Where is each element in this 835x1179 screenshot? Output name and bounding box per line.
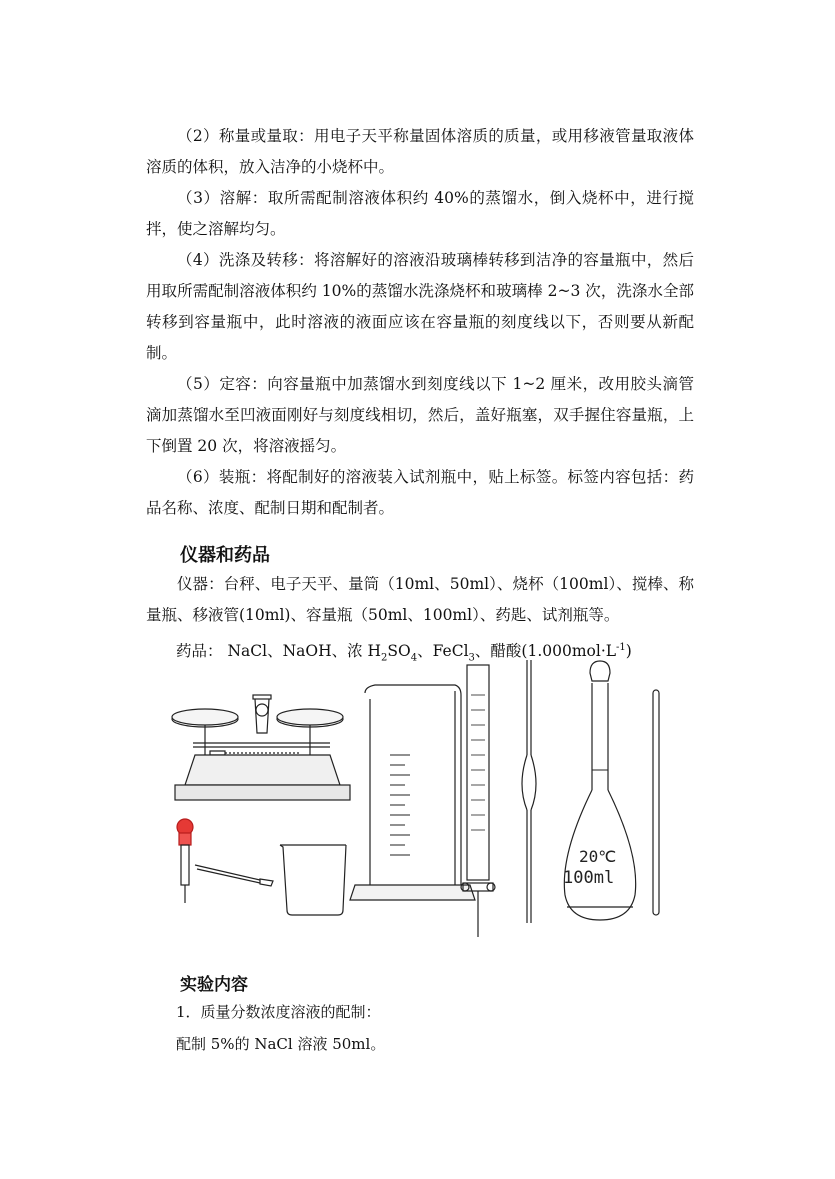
subscript-4: 4 <box>410 652 418 664</box>
reagents-text-5: ) <box>625 642 632 661</box>
spatula-icon <box>195 865 273 886</box>
paragraph-step-6: （6）装瓶：将配制好的溶液装入试剂瓶中，贴上标签。标签内容包括：药品名称、浓度、配制日期和配制者。 <box>146 468 694 517</box>
beaker-icon <box>280 845 346 915</box>
reagents-text-1: NaCl、NaOH、浓 H <box>222 642 382 661</box>
graduated-cylinder-icon <box>350 685 475 900</box>
reagents-text-2: SO <box>387 642 411 661</box>
superscript-neg1: -1 <box>616 642 626 653</box>
paragraph-step-5: （5）定容：向容量瓶中加蒸馏水到刻度线以下 1~2 厘米，改用胶头滴管滴加蒸馏水至凹液面刚好与刻度线相切，然后，盖好瓶塞，双手握住容量瓶，上下倒置 20 次，将溶液摇匀。 <box>146 375 694 455</box>
flask-volume-label: 100ml <box>563 868 615 888</box>
glass-rod-icon <box>653 690 659 915</box>
dropper-icon <box>177 819 193 903</box>
paragraph-step-3: （3）溶解：取所需配制溶液体积约 40%的蒸馏水，倒入烧杯中，进行搅拌，使之溶解均匀。 <box>146 189 694 238</box>
pipette-icon <box>522 660 536 923</box>
experiment-item-1: 1．质量分数浓度溶液的配制： <box>176 1003 381 1021</box>
reagents-text-3: 、FeCl <box>417 642 469 661</box>
experiment-item-1-task: 配制 5%的 NaCl 溶液 50ml。 <box>176 1035 386 1053</box>
reagents-label: 药品： <box>176 642 223 661</box>
balance-scale-icon <box>172 695 350 800</box>
reagents-text-4: 、醋酸(1.000mol·L <box>474 642 617 661</box>
subscript-3: 3 <box>468 652 475 664</box>
paragraph-step-4: （4）洗涤及转移：将溶解好的溶液沿玻璃棒转移到洁净的容量瓶中，然后用取所需配制溶液体积约 10%的蒸馏水洗涤烧杯和玻璃棒 2~3 次，洗涤水全部转移到容量瓶中，此时溶液的液面应该在容量瓶的刻度线以下，否则要从新配制。 <box>146 251 694 362</box>
paragraph-instruments: 仪器：台秤、电子天平、量筒（10ml、50ml）、烧杯（100ml）、搅棒、称量瓶、移液管(10ml)、容量瓶（50ml、100ml）、药匙、试剂瓶等。 <box>146 575 694 624</box>
flask-temperature-label: 20℃ <box>579 847 617 866</box>
lab-equipment-figure <box>165 655 675 945</box>
subscript-2: 2 <box>381 652 388 664</box>
heading-experiment: 实验内容 <box>180 975 248 995</box>
paragraph-step-2: （2）称量或量取：用电子天平称量固体溶质的质量，或用移液管量取液体溶质的体积，放入洁净的小烧杯中。 <box>146 127 694 176</box>
heading-instruments: 仪器和药品 <box>180 545 270 566</box>
